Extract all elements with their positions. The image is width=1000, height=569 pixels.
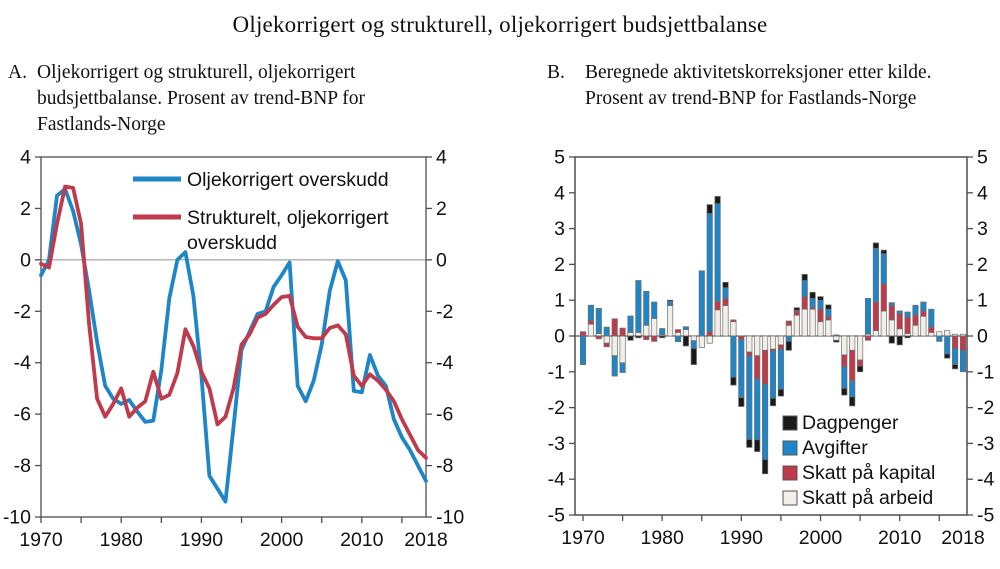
legend-swatch [783,416,797,430]
bar-segment [778,336,783,345]
y-axis-label-right: 4 [436,150,447,169]
bar-segment [929,332,934,336]
y-axis-label-right: 2 [436,197,447,220]
bar-segment [834,336,839,340]
bar-segment [628,332,633,336]
bar-segment [762,336,767,350]
x-axis-label: 1980 [640,527,684,549]
y-axis-label-right: 4 [977,182,988,205]
bar-segment [739,336,744,340]
bar-segment [802,274,807,280]
y-axis-label-right: -4 [436,352,454,375]
bar-segment [905,317,910,333]
y-axis-label-left: 2 [20,197,31,220]
bar-segment [921,302,926,311]
bar-segment [620,336,625,363]
bar-segment [660,329,665,335]
y-axis-label-left: -2 [547,397,565,420]
bar-segment [826,309,831,317]
bar-segment [636,336,641,338]
bar-segment [636,281,641,333]
bar-segment [826,317,831,320]
y-axis-label-left: 0 [554,325,565,348]
bar-segment [865,336,870,340]
bar-segment [755,336,760,356]
bar-segment [707,205,712,214]
bar-segment [667,301,672,305]
bar-segment [755,356,760,379]
bar-segment [905,312,910,317]
legend-label: Avgifter [802,437,868,459]
bar-segment [889,303,894,306]
bar-segment [881,254,886,284]
bar-segment [842,355,847,367]
y-axis-label-right: 5 [977,150,988,169]
y-axis-label-right: 2 [977,253,988,276]
bar-segment [660,336,665,338]
bar-segment [802,297,807,310]
bar-segment [588,305,593,320]
y-axis-label-right: 3 [977,218,988,241]
bar-segment [715,310,720,336]
bar-segment [873,302,878,331]
bar-segment [691,341,696,349]
y-axis-label-right: -2 [977,397,995,420]
bar-segment [707,336,712,343]
bar-segment [723,288,728,299]
bar-segment [857,366,862,372]
panel-a-legend [133,169,389,254]
bar-segment [778,389,783,396]
bar-segment [952,349,957,365]
bar-segment [588,324,593,336]
bar-segment [786,325,791,336]
bar-segment [723,306,728,336]
bar-segment [731,377,736,385]
y-axis-label-left: 4 [554,182,565,205]
bar-segment [786,336,791,341]
bar-segment [873,248,878,302]
panel-b-label: B. [547,62,565,83]
bar-segment [952,336,957,349]
panel-a-heading-line: Fastlands-Norge [37,114,166,135]
y-axis-label-left: -6 [13,403,31,426]
bar-segment [644,291,649,325]
x-axis-label: 1980 [99,529,143,551]
bar-segment [580,336,585,365]
x-axis-label: 1970 [561,527,605,549]
bar-segment [929,309,934,327]
bar-segment [723,282,728,287]
panel-a-heading-line: budsjettbalanse. Prosent av trend-BNP for [37,88,366,109]
bar-segment [778,349,783,389]
bar-segment [612,356,617,376]
bar-segment [897,336,902,345]
bar-segment [810,309,815,336]
y-axis-label-left: -10 [2,506,31,529]
x-axis-label: 2000 [798,527,843,549]
bar-segment [644,336,649,340]
bar-segment [770,351,775,398]
x-axis-label: 2018 [404,529,448,551]
bar-segment [786,341,791,350]
x-axis-label: 2000 [259,529,304,551]
bar-segment [929,327,934,332]
bar-segment [921,311,926,316]
bar-segment [747,352,752,356]
y-axis-label-left: 4 [20,150,31,169]
y-axis-label-right: -2 [436,300,454,323]
bar-segment [675,330,680,333]
bar-segment [850,336,855,350]
bar-segment [620,328,625,336]
y-axis-label-left: -3 [547,432,565,455]
bar-segment [818,300,823,309]
bar-segment [652,336,657,341]
y-axis-label-left: 5 [554,150,565,169]
legend-label: Oljekorrigert overskudd [187,169,389,191]
bar-segment [873,243,878,248]
bar-segment [604,343,609,347]
bar-segment [588,321,593,325]
bar-segment [937,332,942,336]
x-axis-label: 2010 [340,529,384,551]
panel-a-heading-line: Oljekorrigert og strukturell, oljekorrigert [37,62,356,83]
bar-segment [739,398,744,407]
bar-segment [945,331,950,336]
panel-b-heading-line: Prosent av trend-BNP for Fastlands-Norge [585,88,917,109]
bar-segment [834,340,839,342]
bar-segment [889,336,894,343]
bar-segment [913,325,918,336]
bar-segment [739,340,744,398]
bar-segment [612,319,617,336]
bar-segment [857,336,862,360]
bar-segment [747,356,752,439]
bar-segment [762,350,767,384]
bar-segment [755,440,760,452]
bar-segment [818,322,823,336]
panel-b-legend [783,412,935,509]
bar-segment [913,315,918,325]
y-axis-label-right: 0 [977,325,988,348]
bar-segment [699,271,704,336]
legend-swatch [783,441,797,455]
bar-segment [826,320,831,336]
bar-segment [850,397,855,406]
bar-segment [905,334,910,337]
bar-segment [857,360,862,366]
bar-segment [731,336,736,377]
bar-segment [802,309,807,336]
bar-segment [778,345,783,349]
bar-segment [960,350,965,372]
bar-segment [667,300,672,301]
panel-a-label: A. [8,62,27,83]
x-axis-label: 1990 [719,527,764,549]
bar-segment [683,336,688,346]
legend-swatch [783,491,797,505]
bar-segment [842,388,847,395]
bar-segment [620,363,625,373]
y-axis-label-left: 2 [554,253,565,276]
bar-segment [897,311,902,314]
bar-segment [612,336,617,356]
bar-segment [794,311,799,315]
bar-segment [897,329,902,336]
legend-label: Dagpenger [802,412,899,434]
bar-segment [675,336,680,342]
bar-segment [707,332,712,336]
bar-segment [873,331,878,336]
y-axis-label-left: 3 [554,218,565,241]
bar-segment [905,336,910,338]
bar-segment [770,398,775,406]
y-axis-label-left: 0 [20,249,31,272]
bar-segment [850,350,855,380]
bar-segment [818,297,823,301]
bar-segment [755,379,760,440]
bar-segment [596,334,601,337]
legend-label: Skatt på kapital [802,462,936,484]
bar-segment [913,305,918,315]
panel-a-chart [0,150,480,569]
bar-segment [770,336,775,349]
legend-label: Strukturelt, oljekorrigert [187,207,389,229]
x-axis-label: 2018 [941,527,985,549]
bar-segment [580,332,585,336]
bar-segment [881,284,886,311]
legend-label: overskudd [187,232,277,254]
bar-segment [723,298,728,305]
bar-segment [881,311,886,336]
bar-segment [762,460,767,474]
bar-segment [960,336,965,350]
bar-segment [794,308,799,311]
legend-swatch [783,466,797,480]
bar-segment [731,322,736,336]
bar-segment [683,327,688,330]
bar-segment [596,336,601,339]
bar-segment [802,281,807,297]
bar-segment [747,336,752,352]
bar-segment [810,292,815,298]
bar-segment [842,336,847,355]
bar-segment [604,327,609,336]
panel-b-chart [530,150,1000,569]
bar-segment [945,336,950,354]
bar-segment [628,336,633,340]
bar-segment [691,349,696,365]
bar-segment [707,214,712,332]
bar-segment [652,319,657,337]
y-axis-label-left: -2 [13,300,31,323]
bar-segment [897,314,902,329]
bar-segment [810,298,815,307]
bar-segment [747,440,752,448]
y-axis-label-left: 1 [554,289,565,312]
bar-segment [826,305,831,309]
bar-segment [596,308,601,333]
bar-segment [850,381,855,397]
bar-segment [889,320,894,336]
panel-b-heading [547,60,932,112]
bar-segment [652,302,657,319]
figure-title: Oljekorrigert og strukturell, oljekorrigert budsjettbalanse [232,12,768,37]
bar-segment [691,336,696,341]
bar-segment [715,302,720,310]
panel-a-heading [8,60,365,138]
bar-segment [834,335,839,336]
y-axis-label-left: -5 [547,504,565,527]
y-axis-label-left: -8 [13,455,31,478]
bar-segment [715,204,720,302]
bar-segment [810,307,815,309]
bar-segment [842,367,847,389]
y-axis-label-right: -10 [436,506,465,529]
y-axis-label-right: 0 [436,249,447,272]
x-axis-label: 2010 [877,527,922,549]
bar-segment [667,306,672,336]
bar-segment [889,306,894,320]
x-axis-label: 1990 [179,529,224,551]
bar-segment [794,315,799,336]
bar-segment [762,384,767,459]
bar-segment [636,332,641,336]
y-axis-label-right: -3 [977,432,995,455]
y-axis-label-right: -6 [436,403,454,426]
bar-segment [628,316,633,333]
bar-segment [675,332,680,336]
y-axis-label-right: -1 [977,361,995,384]
bar-segment [644,325,649,336]
bar-segment [699,336,704,348]
panel-b-heading-line: Beregnede aktivitetskorreksjoner etter kilde. [585,62,932,83]
bar-segment [952,365,957,369]
bar-segment [865,298,870,334]
bar-segment [683,330,688,336]
bar-segment [786,321,791,325]
bar-segment [881,250,886,254]
bar-segment [945,354,950,358]
x-axis-label: 1970 [19,529,63,551]
bar-segment [937,336,942,341]
y-axis-label-left: -4 [547,468,565,491]
y-axis-label-right: -5 [977,504,995,527]
bar-segment [818,309,823,322]
y-axis-label-left: -4 [13,352,31,375]
y-axis-label-right: -4 [977,468,995,491]
bar-segment [731,320,736,322]
y-axis-label-right: -8 [436,455,454,478]
y-axis-label-left: -1 [547,361,565,384]
legend-label: Skatt på arbeid [802,487,934,509]
bar-segment [921,316,926,336]
bar-segment [715,196,720,203]
y-axis-label-right: 1 [977,289,988,312]
bar-segment [604,336,609,343]
